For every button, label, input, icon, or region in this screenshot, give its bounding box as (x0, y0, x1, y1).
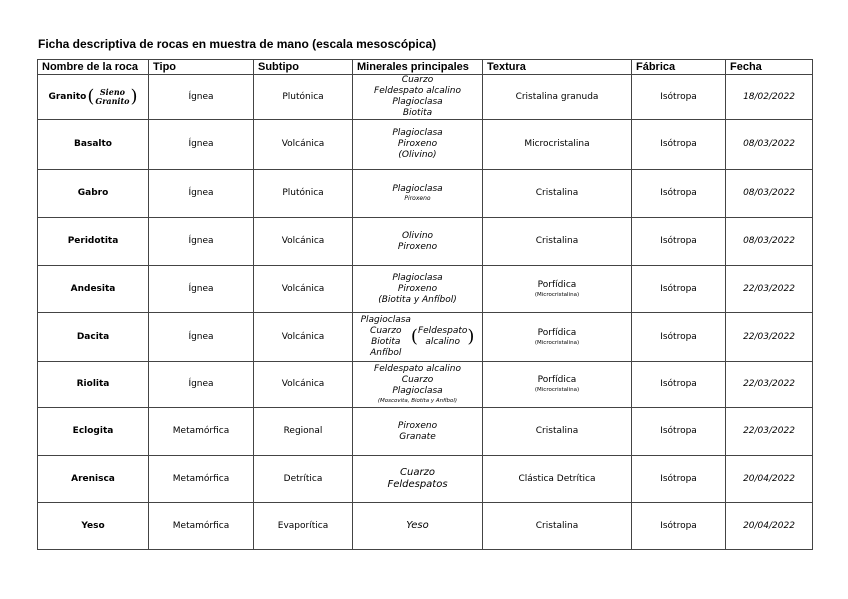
fecha-cell: 22/03/2022 (726, 266, 813, 313)
fecha-cell: 08/03/2022 (726, 218, 813, 266)
rock-name-variants: Sieno Granito (95, 87, 130, 106)
tipo-cell: Metamórfica (149, 456, 254, 503)
rock-name: Granito (48, 91, 87, 102)
fabrica-cell: Isótropa (632, 362, 726, 408)
tipo-cell: Ígnea (149, 313, 254, 362)
table-row (38, 170, 813, 218)
textura-cell: Cristalina (483, 218, 632, 266)
tipo-cell: Metamórfica (149, 408, 254, 456)
table-row (38, 266, 813, 313)
fecha-cell: 20/04/2022 (726, 456, 813, 503)
rock-name: Yeso (38, 503, 149, 550)
textura-cell: Cristalina (483, 170, 632, 218)
rock-name: Arenisca (38, 456, 149, 503)
tipo-cell: Ígnea (149, 170, 254, 218)
rock-table (37, 59, 813, 550)
rock-name-cell: Granito ( Sieno Granito ) (38, 75, 149, 120)
fecha-cell: 22/03/2022 (726, 313, 813, 362)
subtipo-cell: Volcánica (254, 362, 353, 408)
fabrica-cell: Isótropa (632, 75, 726, 120)
minerales-cell: Piroxeno Granate (353, 408, 483, 456)
tipo-cell: Ígnea (149, 120, 254, 170)
fabrica-cell: Isótropa (632, 313, 726, 362)
textura-cell: Porfídica (Microcristalina) (483, 313, 632, 362)
tipo-cell: Ígnea (149, 75, 254, 120)
textura-cell: Cristalina granuda (483, 75, 632, 120)
table-row (38, 408, 813, 456)
minerales-cell: Cuarzo Feldespatos (353, 456, 483, 503)
header-row (38, 60, 813, 75)
minerales-cell: Yeso (353, 503, 483, 550)
fecha-cell: 18/02/2022 (726, 75, 813, 120)
fabrica-cell: Isótropa (632, 503, 726, 550)
rock-name: Riolita (38, 362, 149, 408)
tipo-cell: Ígnea (149, 362, 254, 408)
subtipo-cell: Volcánica (254, 120, 353, 170)
textura-cell: Porfídica (Microcristalina) (483, 362, 632, 408)
rock-name: Gabro (38, 170, 149, 218)
minerales-cell: Feldespato alcalino Cuarzo Plagioclasa (Moscovita, Biotita y Anfíbol) (353, 362, 483, 408)
fabrica-cell: Isótropa (632, 266, 726, 313)
textura-cell: Porfídica (Microcristalina) (483, 266, 632, 313)
minerales-cell: Olivino Piroxeno (353, 218, 483, 266)
rock-name: Dacita (38, 313, 149, 362)
subtipo-cell: Volcánica (254, 266, 353, 313)
table-row (38, 362, 813, 408)
table-row (38, 120, 813, 170)
rock-name: Andesita (38, 266, 149, 313)
table-row (38, 456, 813, 503)
table-row (38, 503, 813, 550)
header-subtipo: Subtipo (254, 60, 353, 75)
subtipo-cell: Detrítica (254, 456, 353, 503)
header-fabrica: Fábrica (632, 60, 726, 75)
subtipo-cell: Plutónica (254, 170, 353, 218)
fecha-cell: 08/03/2022 (726, 120, 813, 170)
table-row (38, 218, 813, 266)
table-row (38, 75, 813, 120)
tipo-cell: Metamórfica (149, 503, 254, 550)
textura-cell: Cristalina (483, 408, 632, 456)
minerales-cell: Plagioclasa Piroxeno (Biotita y Anfíbol) (353, 266, 483, 313)
fabrica-cell: Isótropa (632, 170, 726, 218)
header-nombre: Nombre de la roca (38, 60, 149, 75)
header-tipo: Tipo (149, 60, 254, 75)
subtipo-cell: Volcánica (254, 218, 353, 266)
subtipo-cell: Plutónica (254, 75, 353, 120)
header-textura: Textura (483, 60, 632, 75)
minerales-cell: Cuarzo Feldespato alcalino Plagioclasa Biotita (353, 75, 483, 120)
fabrica-cell: Isótropa (632, 120, 726, 170)
fecha-cell: 08/03/2022 (726, 170, 813, 218)
document-title: Ficha descriptiva de rocas en muestra de mano (escala mesoscópica) (38, 37, 437, 51)
fabrica-cell: Isótropa (632, 218, 726, 266)
fecha-cell: 20/04/2022 (726, 503, 813, 550)
tipo-cell: Ígnea (149, 266, 254, 313)
header-fecha: Fecha (726, 60, 813, 75)
rock-name: Basalto (38, 120, 149, 170)
fecha-cell: 22/03/2022 (726, 408, 813, 456)
minerales-cell: Plagioclasa Piroxeno (Olivino) (353, 120, 483, 170)
subtipo-cell: Regional (254, 408, 353, 456)
minerales-cell: Plagioclasa Piroxeno (353, 170, 483, 218)
textura-cell: Cristalina (483, 503, 632, 550)
textura-cell: Microcristalina (483, 120, 632, 170)
textura-cell: Clástica Detrítica (483, 456, 632, 503)
minerales-cell: Plagioclasa Cuarzo Biotita Anfíbol ( Feldespato alcalino ) (353, 313, 483, 362)
subtipo-cell: Evaporítica (254, 503, 353, 550)
rock-name: Peridotita (38, 218, 149, 266)
table-row (38, 313, 813, 362)
fabrica-cell: Isótropa (632, 408, 726, 456)
header-minerales: Minerales principales (353, 60, 483, 75)
fecha-cell: 22/03/2022 (726, 362, 813, 408)
subtipo-cell: Volcánica (254, 313, 353, 362)
fabrica-cell: Isótropa (632, 456, 726, 503)
rock-name: Eclogita (38, 408, 149, 456)
tipo-cell: Ígnea (149, 218, 254, 266)
